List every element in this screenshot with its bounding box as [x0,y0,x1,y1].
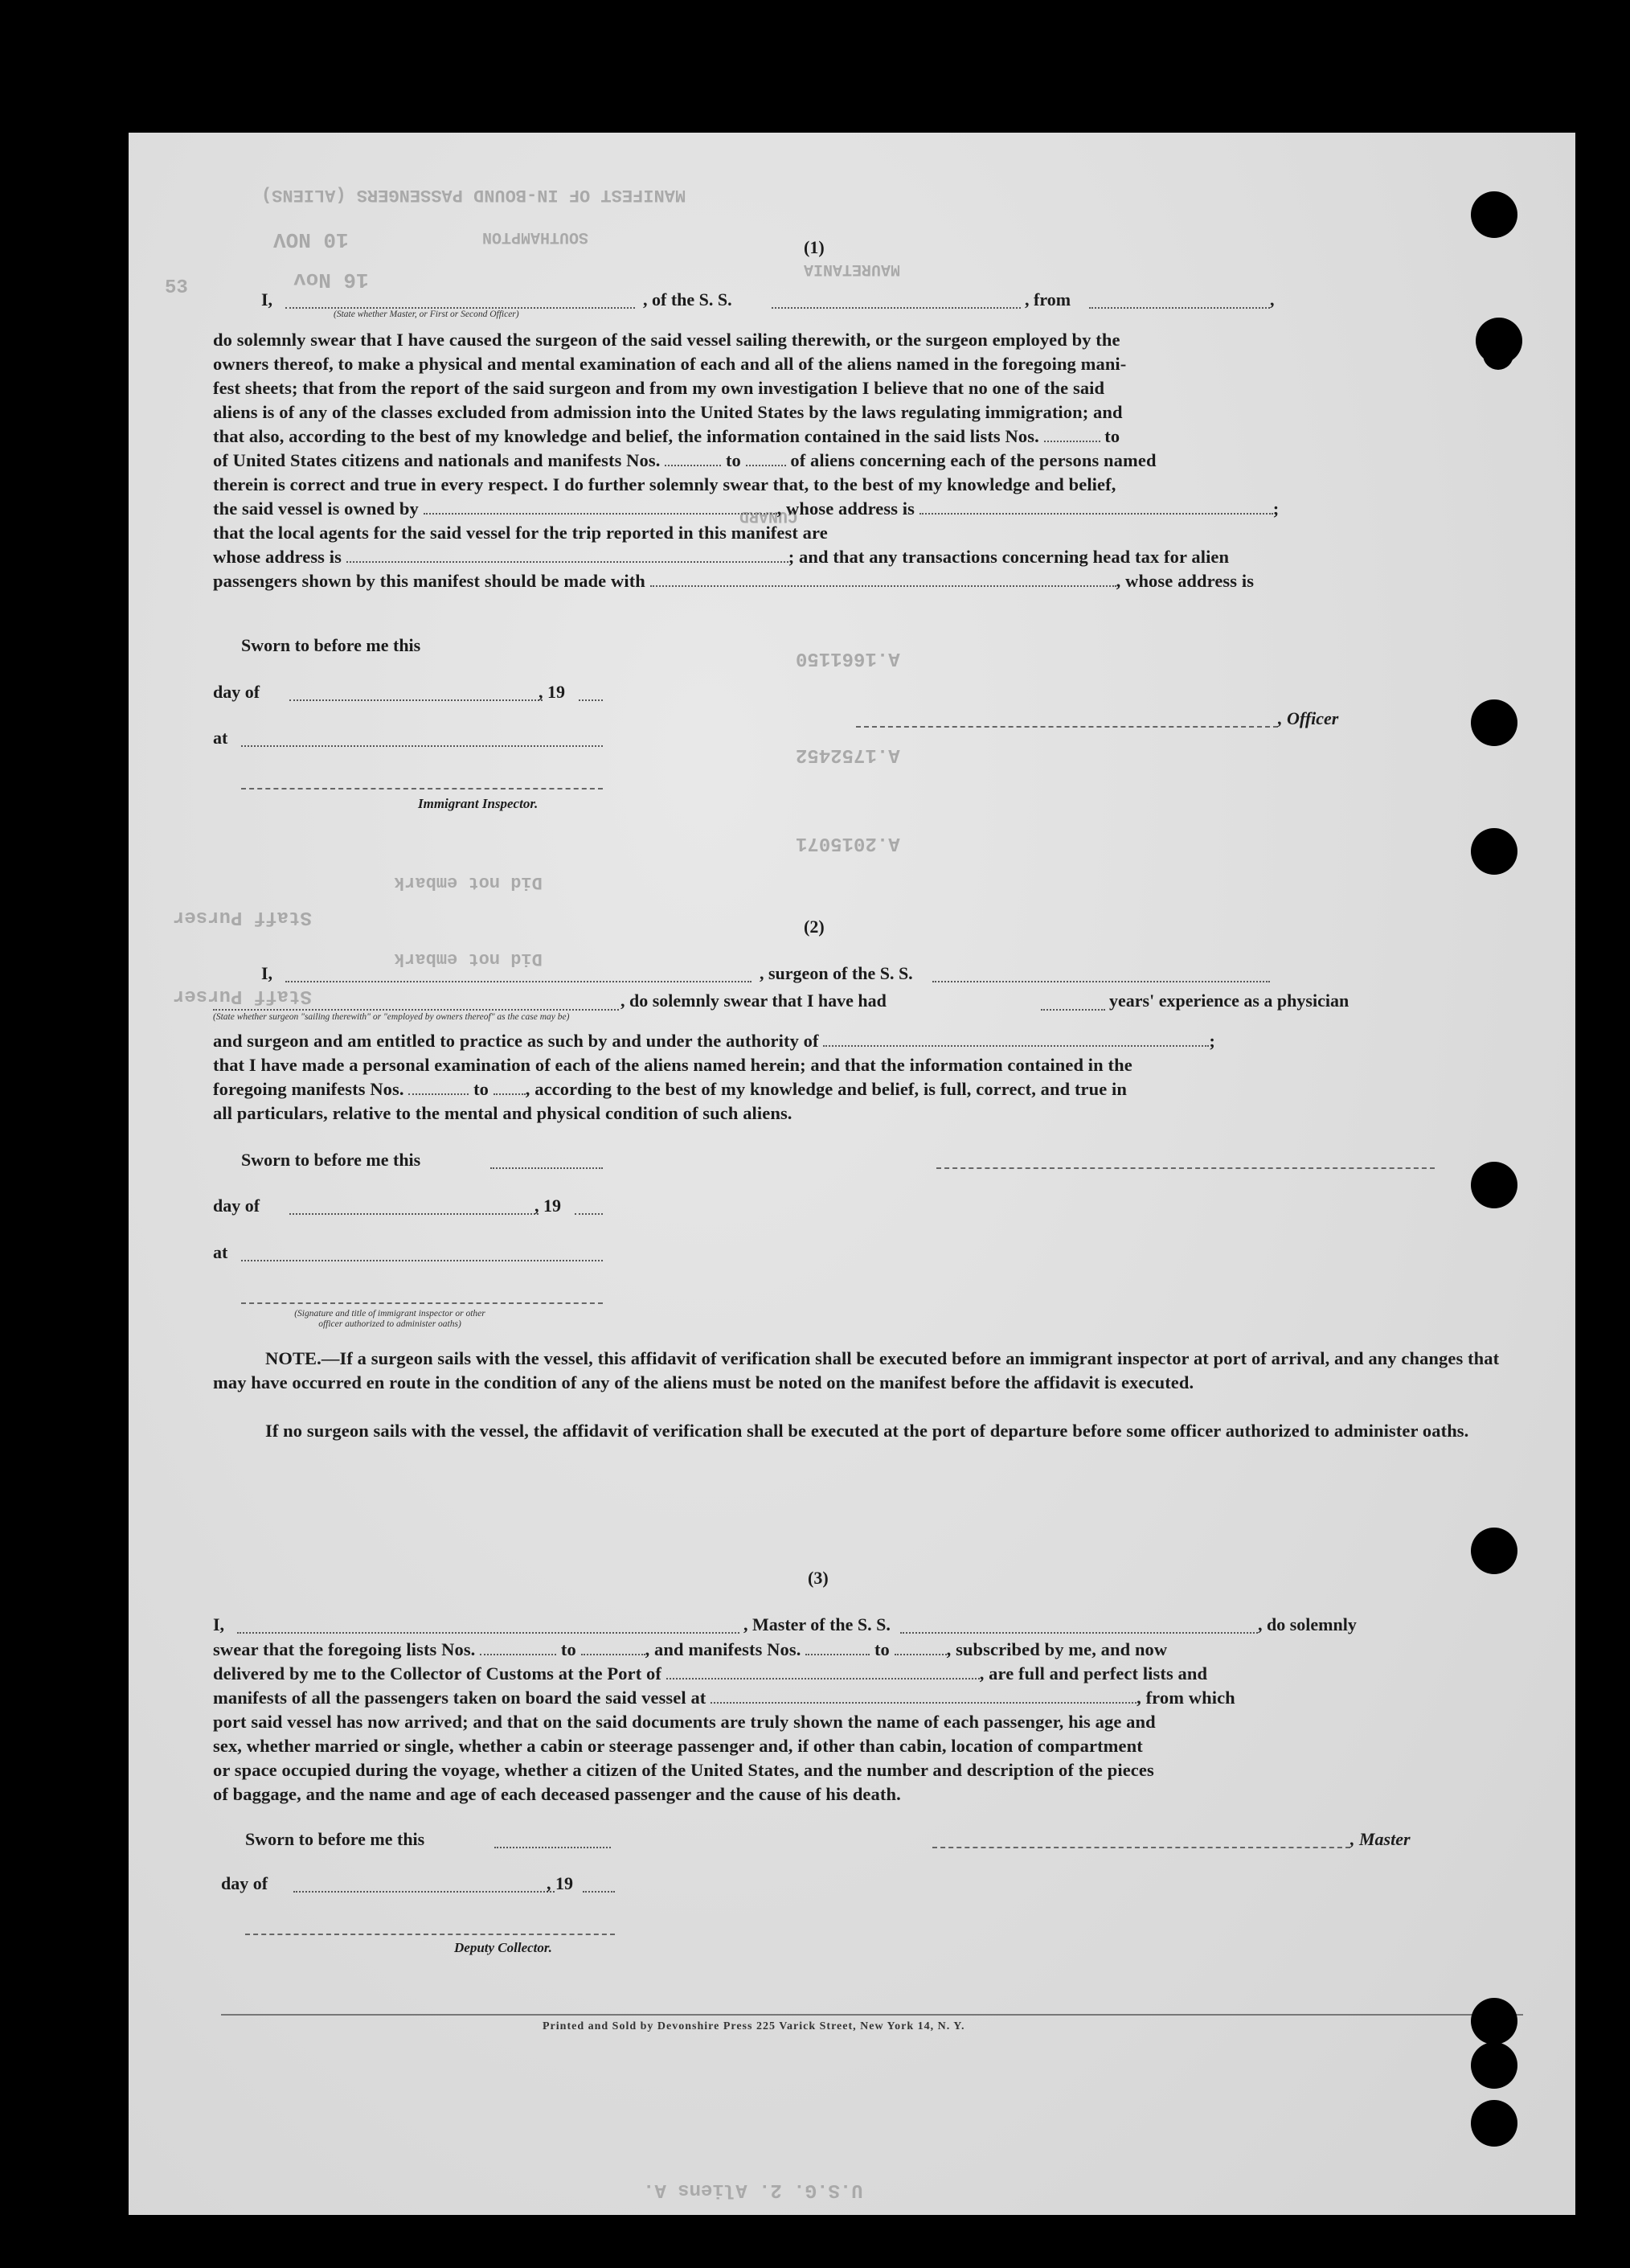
section-3-number: (3) [808,1568,829,1588]
s2-sworn-line [490,1167,603,1169]
s3-deputy: Deputy Collector. [454,1940,552,1955]
s2-at: at [213,1242,228,1262]
s2-vessel-line [932,981,1270,982]
s1-line-8: the said vessel is owned by , whose address is ; [213,498,1280,519]
s2-day-of: day of [213,1196,260,1216]
s1-line-5: that also, according to the best of my knowledge and belief, the information contained in the said lists Nos. to [213,426,1120,446]
document-sheet [129,133,1575,2215]
binding-hole [1471,191,1517,238]
s3-sworn-line [494,1847,611,1848]
s2-note-2: If no surgeon sails with the vessel, the affidavit of verification shall be executed at the port of departure before some officer authorized to administer oaths. [265,1421,1469,1441]
s3-nineteen: , 19 [547,1873,573,1893]
s1-at: at [213,728,228,748]
s2-i-label: I, [261,963,273,983]
s3-line-7: of baggage, and the name and age of each deceased passenger and the cause of his death. [213,1784,901,1804]
s2-line-1: and surgeon and am entitled to practice as such by and under the authority of ; [213,1031,1215,1051]
s1-inspector-caption: Immigrant Inspector. [418,796,539,811]
footer-rule [221,2014,1523,2016]
bleed-vessel: MAURETANIA [804,260,901,278]
s2-note-text: —If a surgeon sails with the vessel, this affidavit of verification shall be executed before an immigrant inspector at port of arrival, and any changes that may have occurred en route in the condition of any of the aliens must be noted on the manifest before the affidavit is executed. [213,1348,1500,1392]
s3-do-solemnly: , do solemnly [1258,1614,1357,1634]
s1-from-end: , [1270,289,1275,310]
bleed-header-port: SOUTHAMPTON [482,228,589,246]
binding-hole [1471,1528,1517,1574]
s1-line-7: therein is correct and true in every respect. I do further solemnly swear that, to the best of my knowledge and belief, [213,474,1116,494]
bleed-staff-2: Staff Purser [173,985,312,1007]
s1-officer-caption: (State whether Master, or First or Second Officer) [334,310,519,319]
s2-line-2: that I have made a personal examination of each of the aliens named herein; and that the information contained in the [213,1055,1132,1075]
bleed-id-3: A.2015071 [796,832,900,854]
s3-vessel-line [900,1632,1258,1634]
bleed-did-not-embark-2: Did not embark [394,949,543,969]
s3-line-3: manifests of all the passengers taken on board the said vessel at , from which [213,1688,1235,1708]
s2-sworn: Sworn to before me this [241,1150,421,1170]
s1-line-6: of United States citizens and nationals and manifests Nos. to of aliens concerning each of the persons named [213,450,1157,470]
s2-year-line [575,1213,603,1215]
s2-caption: (State whether surgeon "sailing therewith" or "employed by owners thereof" as the case may be) [213,1012,570,1022]
bleed-agent: CUNARD [739,507,798,525]
s3-oath-text [213,1638,1531,1807]
s2-oath-text [213,1029,1531,1126]
s1-line-9: that the local agents for the said vessel for the trip reported in this manifest are [213,523,828,543]
binding-hole [1471,1162,1517,1208]
s2-note-label: NOTE. [265,1348,321,1368]
s2-swear: , do solemnly swear that I have had [620,990,887,1011]
s3-line-1: swear that the foregoing lists Nos. to , and manifests Nos. to , subscribed by me, and now [213,1639,1168,1659]
binding-hole [1471,828,1517,875]
s2-nineteen: , 19 [534,1196,561,1216]
s2-line-3: foregoing manifests Nos. to , according to the best of my knowledge and belief, is full, correct, and true in [213,1079,1128,1099]
bleed-staff-1: Staff Purser [173,906,312,928]
s3-day-line [293,1891,555,1893]
s1-at-line [241,745,603,747]
s2-sig-caption: (Signature and title of immigrant inspector or other officer authorized to administer oaths) [294,1309,485,1329]
bleed-id-1: A.1661150 [796,647,900,669]
s2-inspector-line [241,1302,603,1304]
s2-at-line [241,1260,603,1261]
bleed-id-2: A.1752452 [796,744,900,765]
s3-sworn: Sworn to before me this [245,1829,425,1849]
s1-line-2: owners thereof, to make a physical and mental examination of each and all of the aliens named in the foregoing mani- [213,354,1127,374]
s3-line-2: delivered by me to the Collector of Customs at the Port of , are full and perfect lists and [213,1663,1208,1684]
s1-sworn: Sworn to before me this [241,635,421,655]
s1-day-line [289,699,543,701]
s1-from-line [1089,307,1270,309]
s3-line-6: or space occupied during the voyage, whether a citizen of the United States, and the number and description of the pieces [213,1760,1154,1780]
s3-master-of: , Master of the S. S. [743,1614,891,1634]
s2-capacity-line [213,1009,619,1011]
s2-years-line [1041,1009,1105,1011]
s1-of-ss: , of the S. S. [643,289,732,310]
s1-officer: , Officer [1278,708,1339,728]
s3-day-of: day of [221,1873,268,1893]
s1-year-line [579,699,603,701]
bleed-day-note: 16 Nov [293,268,369,292]
binding-hole [1471,699,1517,746]
s1-nineteen: , 19 [539,682,565,702]
s2-surgeon-of: , surgeon of the S. S. [760,963,913,983]
printer-footer: Printed and Sold by Devonshire Press 225 Varick Street, New York 14, N. Y. [543,2020,965,2032]
binding-hole [1471,1998,1517,2044]
section-2-number: (2) [804,917,825,937]
binding-hole [1483,339,1513,370]
bleed-header-title: MANIFEST OF IN-BOUND PASSENGERS (ALIENS) [261,185,686,205]
s3-year-line [583,1891,615,1893]
s3-line-4: port said vessel has now arrived; and that on the said documents are truly shown the name of each passenger, his age and [213,1712,1156,1732]
s1-line-10: whose address is ; and that any transactions concerning head tax for alien [213,547,1230,567]
s2-surgeon-name-line [285,981,752,982]
s1-day-of: day of [213,682,260,702]
s1-line-4: aliens is of any of the classes excluded from admission into the United States by the laws regulating immigration; and [213,402,1123,422]
s3-i-label: I, [213,1614,225,1634]
s1-i-label: I, [261,289,273,310]
bleed-footer-ghost: U.S.G. 2. Aliens A. [643,2179,863,2200]
section-1-number: (1) [804,237,825,257]
s1-line-1: do solemnly swear that I have caused the surgeon of the said vessel sailing therewith, or the surgeon employed by the [213,330,1120,350]
bleed-header-date: 10 NOV [273,228,349,252]
bleed-did-not-embark-1: Did not embark [394,872,543,892]
s2-note [213,1347,1531,1395]
s2-surgeon-signature-line [936,1167,1435,1169]
s2-years: years' experience as a physician [1109,990,1349,1011]
s1-officer-signature-line [856,726,1278,728]
s1-from: , from [1025,289,1071,310]
s3-master: , Master [1350,1829,1411,1849]
s1-inspector-line [241,788,603,789]
s1-vessel-line [772,307,1021,309]
s2-day-line [289,1213,539,1215]
s3-master-signature-line [932,1847,1350,1848]
s1-line-3: fest sheets; that from the report of the said surgeon and from my own investigation I believe that no one of the said [213,378,1105,398]
binding-hole [1471,2100,1517,2147]
s2-line-4: all particulars, relative to the mental and physical condition of such aliens. [213,1103,792,1123]
s1-officer-name-line [285,307,635,309]
s3-line-5: sex, whether married or single, whether a cabin or steerage passenger and, if other than cabin, location of compartment [213,1736,1143,1756]
s3-master-name-line [237,1632,739,1634]
s1-oath-text [213,328,1531,593]
s1-line-11: passengers shown by this manifest should be made with , whose address is [213,571,1255,591]
bleed-year-note: 53 [165,277,188,299]
s3-collector-line [245,1934,615,1935]
binding-hole [1471,2042,1517,2089]
